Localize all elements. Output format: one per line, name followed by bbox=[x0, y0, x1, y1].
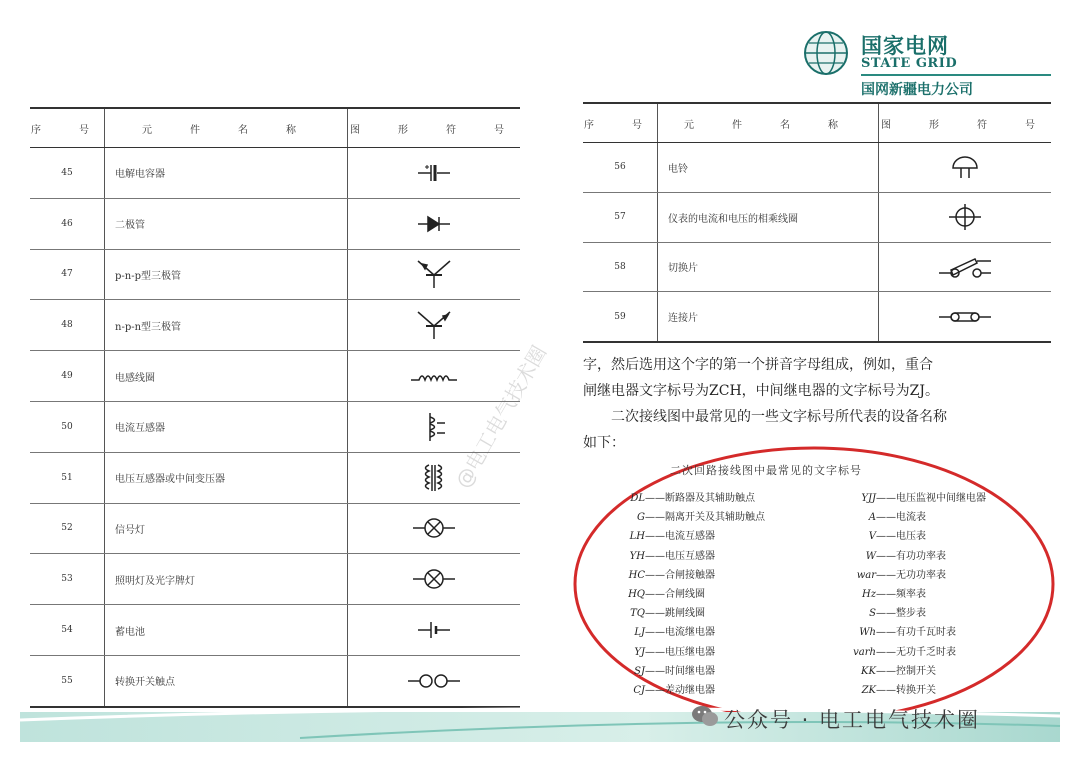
paragraph-line: 字，然后选用这个字的第一个拼音字母组成，例如，重合 bbox=[583, 357, 933, 373]
row-name: 连接片 bbox=[658, 292, 879, 342]
table-row bbox=[30, 300, 520, 351]
row-name: 电铃 bbox=[658, 143, 879, 193]
electrolytic-capacitor-icon bbox=[414, 161, 454, 185]
row-name: 电流互感器 bbox=[105, 401, 348, 452]
row-name: 照明灯及光字牌灯 bbox=[105, 554, 348, 605]
table-row bbox=[583, 143, 1051, 193]
header-symbol: 图 形 符 号 bbox=[879, 103, 1052, 143]
inductor-coil-icon bbox=[409, 366, 459, 386]
header-name: 元 件 名 称 bbox=[658, 103, 879, 143]
list-item: war——无功功率表 bbox=[856, 569, 946, 581]
header-number: 序 号 bbox=[30, 108, 105, 148]
diode-icon bbox=[414, 212, 454, 236]
list-item: DL——断路器及其辅助触点 bbox=[630, 493, 755, 504]
row-name: n-p-n型三极管 bbox=[105, 300, 348, 351]
list-item: G——隔离开关及其辅助触点 bbox=[637, 512, 765, 524]
list-item: Wh——有功千瓦时表 bbox=[859, 627, 956, 639]
code-list-right bbox=[828, 489, 986, 700]
table-row bbox=[30, 554, 520, 605]
row-name: 信号灯 bbox=[105, 503, 348, 554]
list-item: TQ——跳闸线圈 bbox=[630, 608, 705, 620]
pnp-transistor-icon bbox=[414, 257, 454, 291]
list-item: SJ——时间继电器 bbox=[634, 665, 715, 677]
symbol-table-left bbox=[30, 107, 520, 708]
table-row bbox=[583, 242, 1051, 292]
row-name: 电感线圈 bbox=[105, 351, 348, 402]
body-paragraph bbox=[583, 352, 1055, 456]
list-item: S——整步表 bbox=[869, 608, 926, 620]
row-number: 57 bbox=[583, 192, 658, 242]
list-item: YH——电压互感器 bbox=[629, 550, 715, 562]
row-number: 49 bbox=[30, 351, 105, 402]
watermark-text: @电工电气技术圈 bbox=[450, 341, 552, 492]
state-grid-logo bbox=[803, 26, 1053, 100]
voltage-transformer-icon bbox=[419, 461, 449, 495]
code-list-left bbox=[605, 489, 765, 700]
switch-contact-icon bbox=[406, 670, 462, 692]
row-name: 电解电容器 bbox=[105, 148, 348, 199]
list-item: HC——合闸接触器 bbox=[628, 569, 715, 581]
table-header-row bbox=[583, 103, 1051, 143]
table-row bbox=[30, 655, 520, 706]
row-name: 蓄电池 bbox=[105, 605, 348, 656]
list-item: HQ——合闸线圈 bbox=[628, 589, 705, 601]
signal-lamp-icon bbox=[411, 516, 457, 540]
list-item: varh——无功千乏时表 bbox=[853, 646, 956, 658]
row-name: 电压互感器或中间变压器 bbox=[105, 452, 348, 503]
row-number: 48 bbox=[30, 300, 105, 351]
row-name: 二极管 bbox=[105, 198, 348, 249]
row-number: 55 bbox=[30, 655, 105, 706]
paragraph-line: 闸继电器文字标号为ZCH，中间继电器的文字标号为ZJ。 bbox=[583, 383, 939, 399]
row-number: 47 bbox=[30, 249, 105, 300]
list-item: KK——控制开关 bbox=[861, 665, 936, 677]
table-row bbox=[30, 605, 520, 656]
paragraph-line: 二次接线图中最常见的一些文字标号所代表的设备名称 bbox=[611, 409, 947, 425]
list-item: A——电流表 bbox=[868, 512, 926, 524]
list-item: LH——电流互感器 bbox=[629, 531, 715, 543]
list-item: V——电压表 bbox=[868, 531, 926, 543]
table-row bbox=[583, 192, 1051, 242]
row-number: 51 bbox=[30, 452, 105, 503]
code-list-title: 二次回路接线图中最常见的文字标号 bbox=[670, 464, 862, 477]
row-number: 56 bbox=[583, 143, 658, 193]
current-transformer-icon bbox=[419, 411, 449, 443]
brand-name-cn: 国家电网 bbox=[861, 34, 949, 58]
row-name: 转换开关触点 bbox=[105, 655, 348, 706]
bell-icon bbox=[947, 154, 983, 180]
lighting-lamp-icon bbox=[411, 567, 457, 591]
list-item: LJ——电流继电器 bbox=[634, 627, 715, 639]
symbol-table-right bbox=[583, 102, 1051, 343]
row-number: 54 bbox=[30, 605, 105, 656]
globe-logo-icon bbox=[803, 30, 849, 76]
changeover-strip-icon bbox=[937, 253, 993, 281]
footer-account: 公众号 · 电工电气技术圈 bbox=[724, 708, 981, 732]
row-name: p-n-p型三极管 bbox=[105, 249, 348, 300]
table-header-row bbox=[30, 108, 520, 148]
list-item: Hz——频率表 bbox=[862, 589, 926, 601]
paragraph-line: 如下： bbox=[583, 435, 625, 451]
row-number: 58 bbox=[583, 242, 658, 292]
table-row bbox=[30, 503, 520, 554]
row-number: 59 bbox=[583, 292, 658, 342]
table-row bbox=[583, 292, 1051, 342]
row-number: 45 bbox=[30, 148, 105, 199]
row-name: 仪表的电流和电压的相乘线圈 bbox=[658, 192, 879, 242]
table-row bbox=[30, 351, 520, 402]
brand-name-en: STATE GRID bbox=[861, 56, 958, 71]
npn-transistor-icon bbox=[414, 308, 454, 342]
battery-icon bbox=[414, 619, 454, 641]
row-number: 50 bbox=[30, 401, 105, 452]
table-row bbox=[30, 401, 520, 452]
wechat-icon bbox=[690, 703, 720, 729]
connecting-strip-icon bbox=[937, 307, 993, 327]
row-number: 52 bbox=[30, 503, 105, 554]
list-item: ZK——转换开关 bbox=[861, 685, 936, 697]
brand-subsidiary: 国网新疆电力公司 bbox=[861, 82, 973, 98]
table-row bbox=[30, 148, 520, 199]
header-symbol: 图 形 符 号 bbox=[348, 108, 521, 148]
multiplying-coil-icon bbox=[945, 202, 985, 232]
brand-divider bbox=[861, 74, 1051, 76]
list-item: CJ——差动继电器 bbox=[633, 685, 715, 697]
list-item: YJ——电压继电器 bbox=[634, 646, 715, 658]
row-number: 53 bbox=[30, 554, 105, 605]
list-item: W——有功功率表 bbox=[865, 550, 946, 562]
header-number: 序 号 bbox=[583, 103, 658, 143]
table-row bbox=[30, 249, 520, 300]
row-number: 46 bbox=[30, 198, 105, 249]
row-name: 切换片 bbox=[658, 242, 879, 292]
header-name: 元 件 名 称 bbox=[105, 108, 348, 148]
list-item: YJJ——电压监视中间继电器 bbox=[861, 493, 986, 504]
table-row bbox=[30, 198, 520, 249]
